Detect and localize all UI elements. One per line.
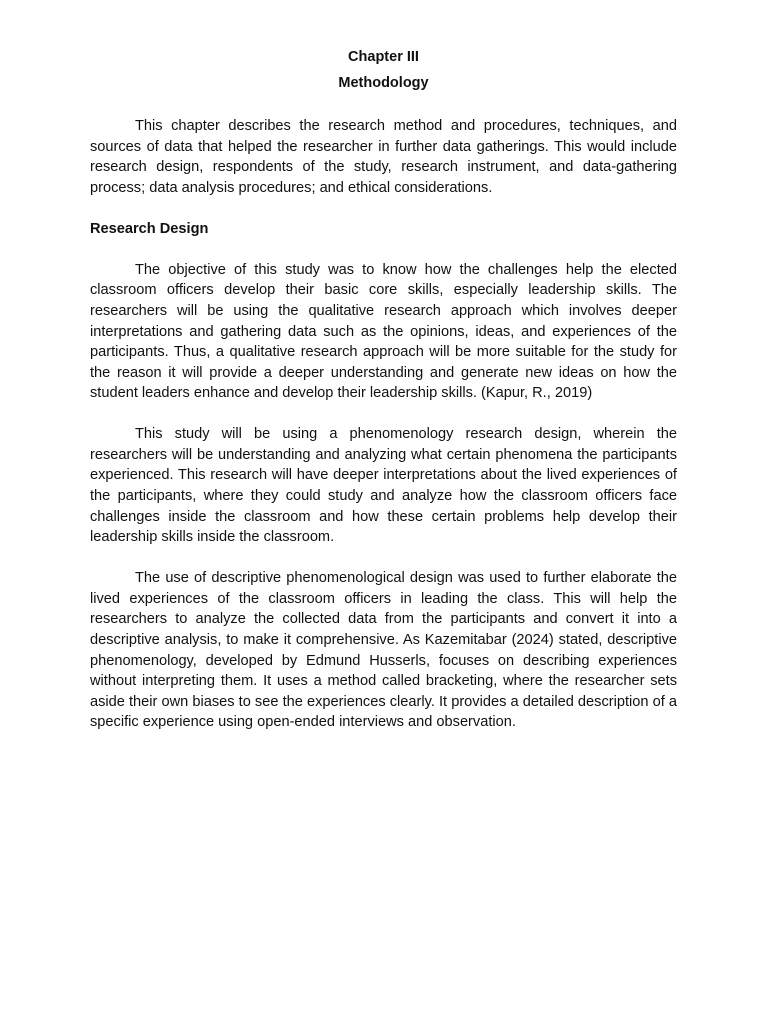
chapter-title: Methodology — [338, 75, 429, 91]
research-design-paragraph-2: This study will be using a phenomenology research design, wherein the researchers will be understanding and analyzing what certain phenomena the participants experienced. This research will have deeper interpretations about the lived experiences of the participants, where they could study and analyze how the classroom officers face challenges inside the classroom and how these certain problems help develop their leadership skills inside the classroom. — [90, 426, 677, 546]
document-page — [90, 44, 677, 753]
research-design-paragraph-3: The use of descriptive phenomenological design was used to further elaborate the lived experiences of the classroom officers in leading the class. This will help the researchers to analyze the collected data from the participants and convert it into a descriptive analysis, to make it comprehensive. As Kazemitabar (2024) stated, descriptive phenomenology, developed by Edmund Husserls, focuses on describing experiences without interpreting them. It uses a method called bracketing, where the researcher sets aside their own biases to see the experiences clearly. It provides a detailed description of a specific experience using open-ended interviews and observation. — [90, 570, 677, 731]
intro-paragraph: This chapter describes the research method and procedures, techniques, and sources of data that helped the researcher in further data gatherings. This would include research design, respondents of the study, research instrument, and data-gathering process; data analysis procedures; and ethical considerations. — [90, 118, 677, 196]
section-heading-research-design: Research Design — [90, 220, 209, 237]
research-design-paragraph-1: The objective of this study was to know how the challenges help the elected classroom officers develop their basic core skills, especially leadership skills. The researchers will be using the qualitative research approach which involves deeper interpretations and gathering data such as the opinions, ideas, and experiences of the participants. Thus, a qualitative research approach will be more suitable for the study for the reason it will provide a deeper understanding and generate new ideas on how the student leaders enhance and develop their leadership skills. (Kapur, R., 2019) — [90, 261, 677, 402]
chapter-heading-block — [90, 44, 677, 96]
chapter-number: Chapter III — [348, 49, 419, 65]
